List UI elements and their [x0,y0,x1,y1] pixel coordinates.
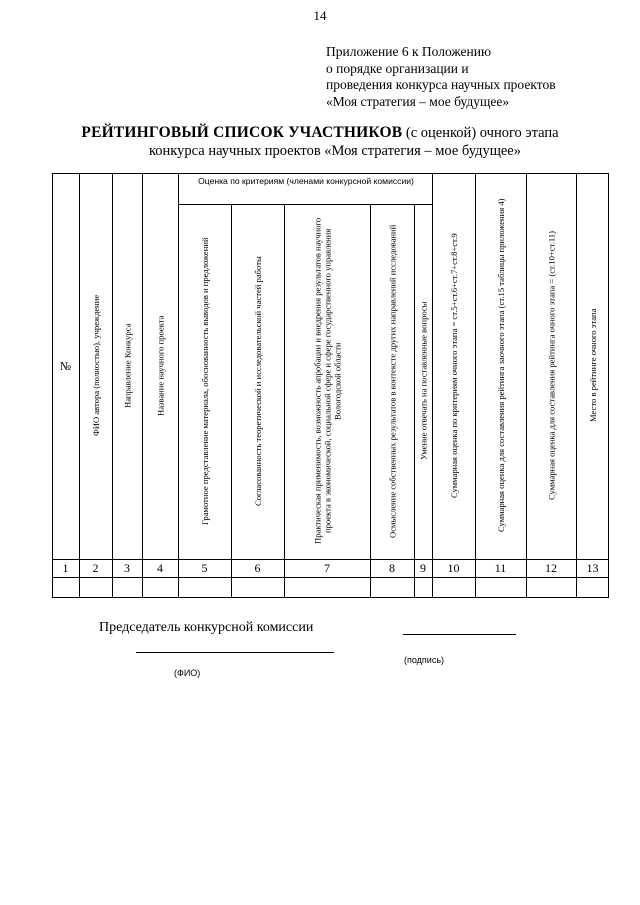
column-header: Согласованность теоретической и исследовательской частей работы [253,256,263,506]
table-rule [284,204,285,598]
column-number: 13 [586,561,599,575]
page-number: 14 [313,8,327,23]
table-rule [231,204,232,598]
column-header: Направление Конкурса [122,323,133,408]
column-header: Суммарная оценка для составления рейтинга заочного этапа (ст.15 таблицы приложения 4) [496,198,506,533]
chairman-label: Председатель конкурсной комиссии [99,620,314,635]
table-rule [526,173,527,598]
column-number: 11 [494,561,507,575]
column-header: Суммарная оценка по критериям очного этапа = ст.5+ст.6+ст.7+ст.8+ст.9 [449,233,459,498]
column-number: 5 [201,561,208,575]
table-rule [112,173,113,598]
table-rule [576,173,577,598]
table-rule [475,173,476,598]
column-header: Осмысление собственных результатов в контексте других направлений исследований [387,224,398,538]
table-rule [79,173,80,598]
table-rule [432,173,433,598]
appendix-note [326,44,556,110]
title-rest: (с оценкой) очного этапа [402,125,559,141]
signature-caption: (подпись) [404,655,445,665]
criteria-header: Оценка по критериям (членами конкурсной комиссии) [198,176,414,186]
column-header: Название научного проекта [155,315,166,416]
column-header: Грамотное представление материала, обоснованность выводов и предложений [200,237,210,525]
column-number: 8 [389,561,395,575]
column-header: Практическая применимость, возможность апробации и внедрения результатов научного проекта в экономической, социальной сфере и сфере государственного управления Вологодской области [312,217,343,545]
table-rule [178,173,179,598]
appendix-line: о порядке организации и [326,60,469,76]
signature-line [403,634,516,635]
column-number: 4 [157,561,163,575]
column-header: ФИО автора (полностью), учреждение [91,294,101,437]
column-number: 3 [124,561,130,575]
column-number: 1 [62,561,69,575]
column-header: Суммарная оценка для составления рейтинга очного этапа = (ст.10+ст.11) [546,231,557,500]
table-rule [178,204,432,205]
appendix-line: «Моя стратегия – мое будущее» [326,93,510,109]
table-rule [370,204,371,598]
column-number: 6 [254,561,261,575]
column-number: 12 [545,561,557,575]
title-bold: РЕЙТИНГОВЫЙ СПИСОК УЧАСТНИКОВ [81,124,403,141]
fio-line [136,652,334,653]
column-number: 9 [420,561,426,575]
column-header-no: № [59,358,72,373]
title-line2: конкурса научных проектов «Моя стратегия – мое будущее» [148,143,521,159]
column-header: Умение отвечать на поставленные вопросы [418,301,429,461]
table-rule [142,173,143,598]
column-number: 2 [92,561,99,575]
column-header: Место в рейтинге очного этапа [588,308,598,423]
column-number: 10 [447,561,460,575]
fio-caption: (ФИО) [174,668,201,678]
column-number: 7 [324,561,330,575]
table-rule [608,173,609,598]
table-rule [414,204,415,598]
rating-table [52,173,609,598]
document-title [0,124,640,160]
appendix-line: Приложение 6 к Положению [326,44,492,59]
appendix-line: проведения конкурса научных проектов [326,77,556,92]
